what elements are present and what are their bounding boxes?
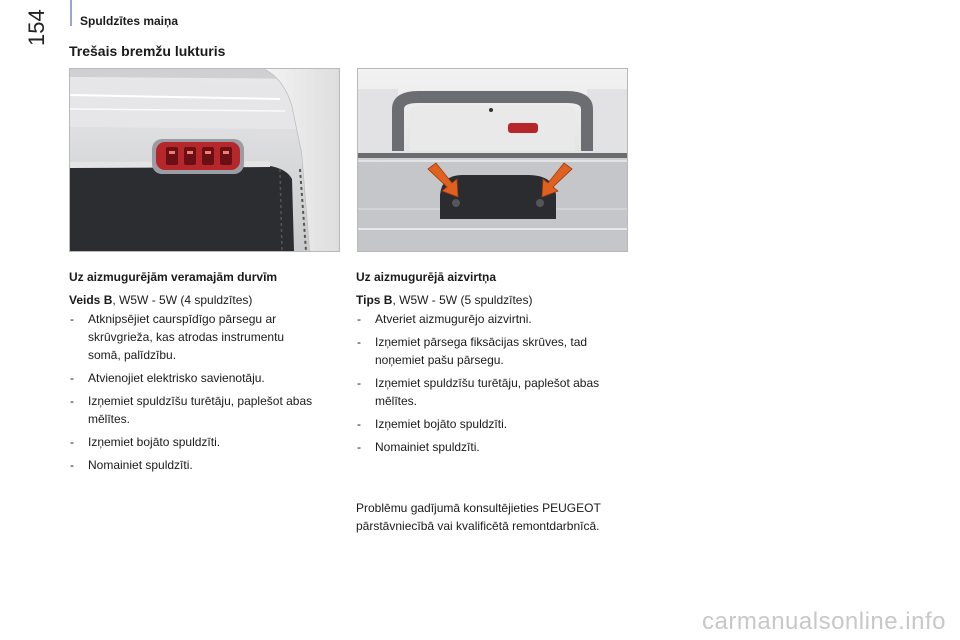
left-type-line — [69, 291, 319, 309]
watermark: carmanualsonline.info — [702, 608, 946, 635]
right-step: - Izņemiet pārsega fiksācijas skrūves, tad noņemiet pašu pārsegu. — [356, 333, 606, 369]
rear-doors-illustration — [70, 69, 339, 251]
advice-note: Problēmu gadījumā konsultējieties PEUGEOT pārstāvniecībā vai kvalificētā remontdarbnīcā. — [356, 501, 601, 533]
left-type-label: Veids B — [69, 293, 113, 307]
photo-rear-doors — [69, 68, 340, 252]
left-step: - Izņemiet bojāto spuldzīti. — [69, 433, 319, 451]
photo-tailgate — [357, 68, 628, 252]
left-step: - Atknipsējiet caurspīdīgo pārsegu ar skrūvgrieža, kas atrodas instrumentu somā, palīdzību. — [69, 310, 319, 364]
right-step: - Nomainiet spuldzīti. — [356, 438, 606, 456]
right-type-line — [356, 291, 606, 309]
right-subtitle: Uz aizmugurējā aizvirtņa — [356, 270, 497, 284]
right-steps — [356, 310, 606, 456]
tailgate-illustration — [358, 69, 627, 251]
left-step: - Atvienojiet elektrisko savienotāju. — [69, 369, 319, 387]
header-title: Spuldzītes maiņa — [80, 14, 179, 28]
right-type-text: , W5W - 5W (5 spuldzītes) — [392, 293, 533, 307]
brake-lamp-right — [508, 123, 538, 133]
left-subtitle: Uz aizmugurējām veramajām durvīm — [69, 270, 278, 284]
section-title: Trešais bremžu lukturis — [69, 43, 226, 59]
right-type-label: Tips B — [356, 293, 393, 307]
header-accent-bar — [70, 0, 72, 26]
right-column — [356, 268, 606, 461]
left-step: - Izņemiet spuldzīšu turētāju, paplešot abas mēlītes. — [69, 392, 319, 428]
left-column — [69, 268, 319, 479]
page-number — [24, 6, 50, 46]
left-type-text: , W5W - 5W (4 spuldzītes) — [112, 293, 253, 307]
right-step: - Atveriet aizmugurējo aizvirtni. — [356, 310, 606, 328]
page-number-text: 154 — [24, 9, 49, 46]
left-step: - Nomainiet spuldzīti. — [69, 456, 319, 474]
right-step: - Izņemiet spuldzīšu turētāju, paplešot abas mēlītes. — [356, 374, 606, 410]
left-steps — [69, 310, 319, 474]
right-step: - Izņemiet bojāto spuldzīti. — [356, 415, 606, 433]
